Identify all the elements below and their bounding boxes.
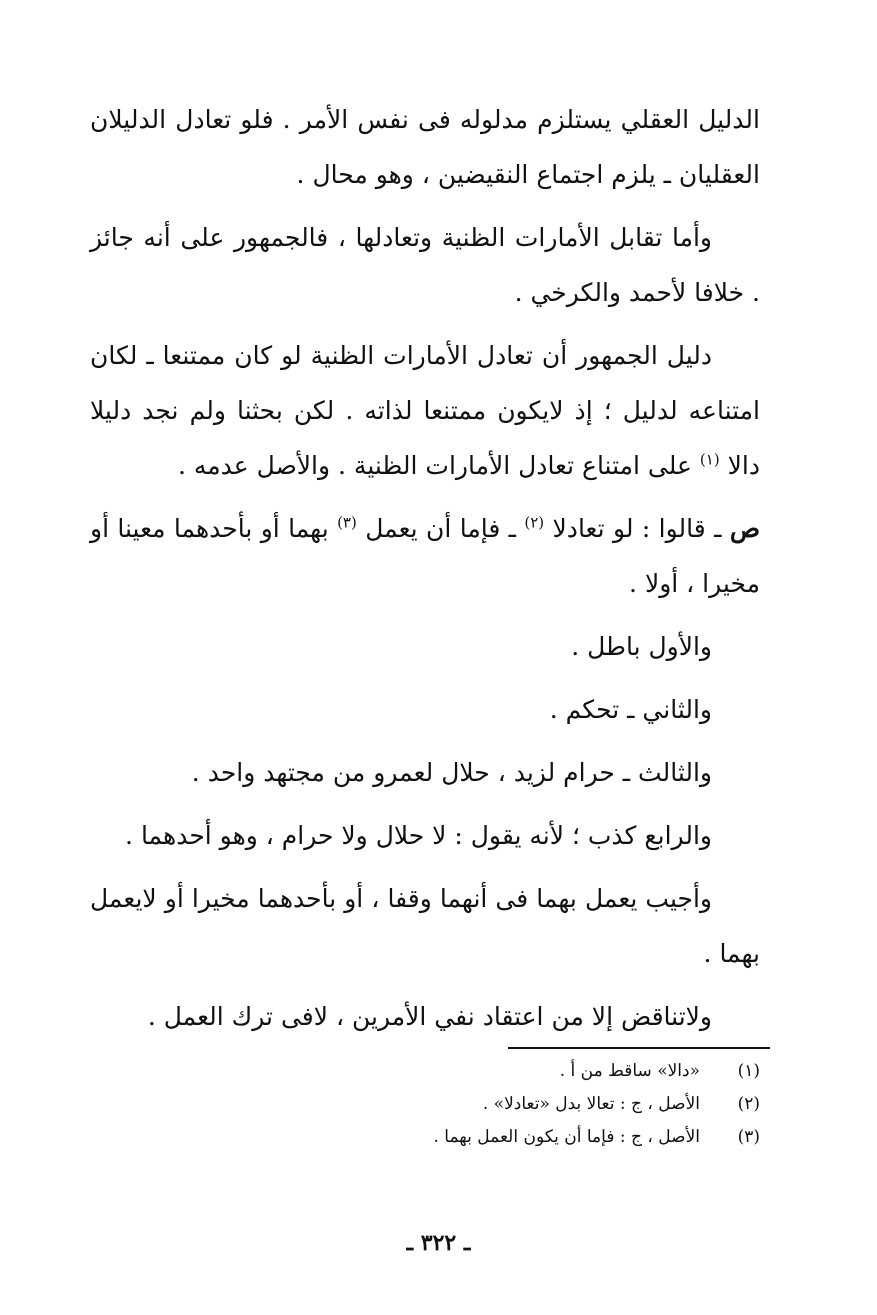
paragraph: [90, 328, 760, 493]
paragraph: [90, 871, 760, 981]
paragraph: [90, 745, 760, 800]
footnote-ref[interactable]: (٢): [524, 513, 545, 532]
footnotes: [200, 1055, 760, 1154]
paragraph-text: بهما أو بأحدهما معينا أو مخيرا ، أولا .: [90, 514, 760, 598]
page-number: ـ ٣٢٢ ـ: [406, 1230, 471, 1256]
paragraph-text: ولاتناقض إلا من اعتقاد نفي الأمرين ، لافى ترك العمل .: [147, 1002, 712, 1031]
section-marker: ص: [729, 514, 761, 543]
paragraph-text: وأجيب يعمل بهما فى أنهما وقفا ، أو بأحدهما مخيرا أو لايعمل بهما .: [90, 884, 760, 968]
footnote-text: «دالا» ساقط من أ .: [559, 1061, 700, 1081]
main-text: [90, 92, 760, 1052]
paragraph: [90, 619, 760, 674]
footnote-text: الأصل ، ج : تعالا بدل «تعادلا» .: [482, 1094, 700, 1114]
footnote-item: [200, 1121, 760, 1154]
paragraph-text: والثالث ـ حرام لزيد ، حلال لعمرو من مجتهد واحد .: [191, 758, 712, 787]
paragraph-text: ـ فإما أن يعمل: [365, 514, 516, 543]
paragraph-text: والثاني ـ تحكم .: [549, 695, 712, 724]
footnote-item: [200, 1055, 760, 1088]
paragraph-text: والأول باطل .: [571, 632, 712, 661]
paragraph: [90, 808, 760, 863]
footnote-ref[interactable]: (٣): [337, 513, 357, 532]
footnote-ref[interactable]: (١): [699, 450, 720, 469]
paragraph: [90, 682, 760, 737]
paragraph-text: والرابع كذب ؛ لأنه يقول : لا حلال ولا حرام ، وهو أحدهما .: [125, 821, 712, 850]
footnote-divider: [508, 1047, 770, 1049]
footnote-text: الأصل ، ج : فإما أن يكون العمل بهما .: [433, 1127, 700, 1147]
paragraph-text: الدليل العقلي يستلزم مدلوله فى نفس الأمر . فلو تعادل الدليلان العقليان ـ يلزم اجتماع النقيضين ، وهو محال .: [90, 105, 760, 189]
paragraph: [90, 501, 760, 611]
paragraph-text: وأما تقابل الأمارات الظنية وتعادلها ، فالجمهور على أنه جائز . خلافا لأحمد والكرخي .: [90, 223, 760, 307]
paragraph-text: دليل الجمهور أن تعادل الأمارات الظنية لو كان ممتنعا ـ لكان امتناعه لدليل ؛ إذ لايكون ممتنعا لذاته . لكن بحثنا ولم نجد دليلا دالا: [90, 341, 760, 480]
footnote-number: (٢): [737, 1094, 760, 1114]
paragraph: [90, 92, 760, 202]
paragraph: [90, 210, 760, 320]
paragraph-text: ـ قالوا : لو تعادلا: [552, 514, 722, 543]
paragraph-text: على امتناع تعادل الأمارات الظنية . والأصل عدمه .: [177, 451, 692, 480]
paragraph: [90, 989, 760, 1044]
footnote-item: [200, 1088, 760, 1121]
footnote-number: (١): [737, 1061, 760, 1081]
footnote-number: (٣): [737, 1127, 760, 1147]
